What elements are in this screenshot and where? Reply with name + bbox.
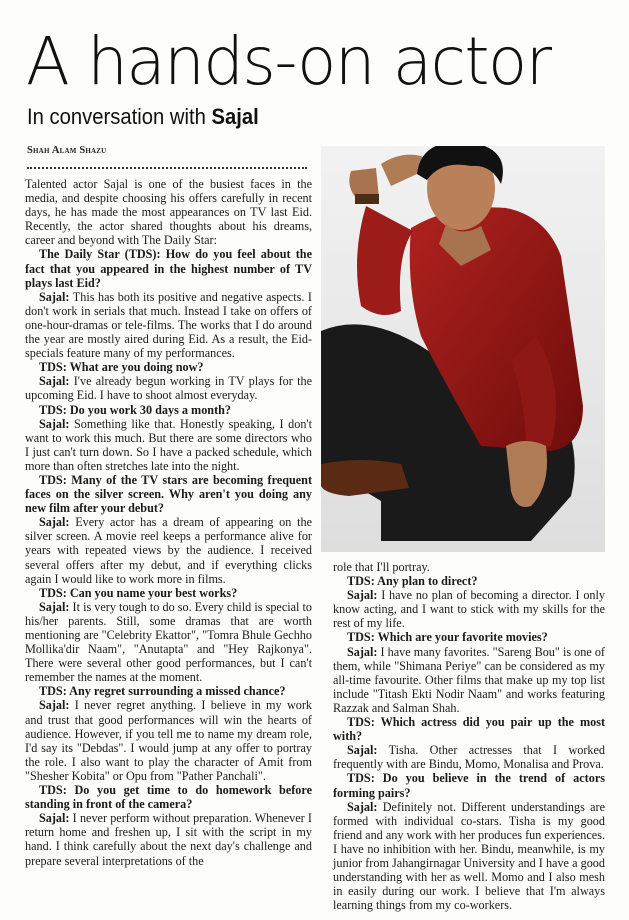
right-qa-list xyxy=(333,574,605,912)
answer-paragraph xyxy=(333,743,605,771)
question-paragraph xyxy=(333,630,605,644)
subtitle-prefix: In conversation with xyxy=(27,104,212,129)
question-text: How do you feel about the fact that you appeared in the highest number of TV plays last Eid? xyxy=(25,247,312,290)
speaker-label: Sajal: xyxy=(39,698,70,713)
intro-paragraph: Talented actor Sajal is one of the busiest faces in the media, and despite choosing his offers carefully in recent days, he has made the most appearances on TV last Eid. Recently, the actor shared thoughts about his dreams, career and beyond with The Daily Star: xyxy=(25,177,312,248)
byline: Shah Alam Shazu xyxy=(27,145,107,156)
speaker-label: TDS: xyxy=(39,402,67,417)
question-text: Which actress did you pair up the most with? xyxy=(333,715,605,744)
speaker-label: TDS: xyxy=(39,585,67,600)
question-text: Any plan to direct? xyxy=(374,574,478,589)
speaker-label: TDS: xyxy=(39,783,67,798)
answer-text: I have many favorites. "Sareng Bou" is one of them, while "Shimana Periye" can be considered as my all-time favourite. Other films that make up my top list include "Titash Ekti Nodir Naam" and works featuring Razzak and Salman Shah. xyxy=(333,644,605,715)
speaker-label: TDS: xyxy=(347,574,375,589)
speaker-label: Sajal: xyxy=(39,374,70,389)
question-paragraph xyxy=(25,403,312,417)
question-paragraph xyxy=(25,473,312,515)
left-qa-list xyxy=(25,247,312,867)
question-text: What are you doing now? xyxy=(66,360,204,375)
wrist-watch xyxy=(355,194,379,204)
answer-paragraph xyxy=(25,600,312,685)
speaker-label: TDS: xyxy=(347,771,375,786)
answer-paragraph xyxy=(25,515,312,585)
answer-paragraph xyxy=(25,417,312,473)
answer-paragraph xyxy=(333,645,605,715)
speaker-label: Sajal: xyxy=(39,416,70,431)
answer-text: Definitely not. Different understandings are formed with individual co-stars. Tisha is my good friend and any work with her produces fun experiences. I have no inhibition with her. Bindu, meanwhile, is my junior from Jahangirnagar University and I have a good understanding with her as well. Momo and I also mesh in easily during our work. I believe that I'm always learning things from my co-workers. xyxy=(333,799,605,913)
question-text: Do you believe in the trend of actors forming pairs? xyxy=(333,771,605,800)
speaker-label: TDS: xyxy=(39,472,67,487)
answer-paragraph xyxy=(25,811,312,867)
forearm xyxy=(349,168,379,198)
speaker-label: Sajal: xyxy=(347,743,378,758)
speaker-label: Sajal: xyxy=(39,289,70,304)
article-left-column xyxy=(25,177,312,868)
answer-paragraph xyxy=(25,698,312,783)
answer-text: Something like that. Honestly speaking, I don't want to work this much. But there are some directors who I just can't turn down. So I have a packed schedule, which more than often stretches late into the night. xyxy=(25,416,312,473)
speaker-label: Sajal: xyxy=(39,515,70,530)
question-paragraph xyxy=(333,715,605,743)
question-text: Do you work 30 days a month? xyxy=(66,402,231,417)
speaker-label: TDS: xyxy=(347,715,375,730)
question-text: Can you name your best works? xyxy=(66,585,238,600)
answer-paragraph xyxy=(25,290,312,360)
speaker-label: Sajal: xyxy=(39,599,70,614)
question-paragraph xyxy=(25,360,312,374)
article-right-column xyxy=(333,560,605,912)
speaker-label: Sajal: xyxy=(347,799,378,814)
speaker-label: Sajal: xyxy=(347,588,378,603)
question-paragraph xyxy=(25,586,312,600)
question-paragraph xyxy=(333,771,605,799)
question-text: Which are your favorite movies? xyxy=(374,630,548,645)
answer-text: I never regret anything. I believe in my work and trust that good performances will win the hearts of audience. However, if you tell me to name my dream role, I'd say its "Debdas". I would jump at any offer to portray the role. I also want to play the character of Amit from "Shesher Kobita" or Opu from "Pather Panchali". xyxy=(25,698,312,783)
speaker-label: Sajal: xyxy=(347,644,378,659)
answer-paragraph xyxy=(333,588,605,630)
speaker-label: TDS: xyxy=(39,360,67,375)
question-text: Any regret surrounding a missed chance? xyxy=(66,684,286,699)
question-text: Many of the TV stars are becoming frequent faces on the silver screen. Why aren't you doing any new film after your debut? xyxy=(25,472,312,516)
actor-photo xyxy=(321,146,605,552)
continuation-text: role that I'll portray. xyxy=(333,560,430,574)
answer-paragraph xyxy=(333,800,605,913)
subtitle-name: Sajal xyxy=(211,104,259,129)
answer-text: I have no plan of becoming a director. I only know acting, and I want to stick with my skills for the rest of my life. xyxy=(333,588,605,631)
speaker-label: The Daily Star (TDS): xyxy=(39,247,161,262)
question-paragraph xyxy=(25,684,312,698)
answer-paragraph xyxy=(25,374,312,402)
question-paragraph xyxy=(25,247,312,289)
subtitle xyxy=(27,104,259,130)
speaker-label: Sajal: xyxy=(39,811,70,826)
question-text: Do you get time to do homework before standing in front of the camera? xyxy=(25,783,312,812)
dotted-divider xyxy=(27,167,307,169)
answer-text: I never perform without preparation. Whenever I return home and freshen up, I sit with the script in my hand. I think carefully about the next day's challenge and prepare several interpretations of the xyxy=(25,811,312,868)
answer-text: Every actor has a dream of appearing on the silver screen. A movie reel keeps a performance alive for years with repeated views by the audience. I received several offers after my debut, and if everything clicks again I would like to work more in films. xyxy=(25,515,312,586)
answer-text: This has both its positive and negative aspects. I don't work in serials that much. Instead I take on offers of one-hour-dramas or tele-films. The works that I do around the year are mostly aired during Eid. As a result, the Eid-specials feature many of my performances. xyxy=(25,289,312,361)
speaker-label: TDS: xyxy=(347,630,375,645)
speaker-label: TDS: xyxy=(39,684,67,699)
answer-text: It is very tough to do so. Every child is special to his/her parents. Still, some dramas that are worth mentioning are "Celebrity Ekattor", "Tomra Bhule Gechho Mollika'dir Naam", "Anutapta" and "Hey Rajkonya". There were several other good performances, but I can't remember the names at the moment. xyxy=(25,599,312,685)
answer-text: I've already begun working in TV plays for the upcoming Eid. I have to shoot almost everyday. xyxy=(25,374,312,403)
answer-text: Tisha. Other actresses that I worked frequently with are Bindu, Momo, Monalisa and Prova. xyxy=(333,743,605,772)
question-paragraph xyxy=(333,574,605,588)
question-paragraph xyxy=(25,783,312,811)
headline: A hands-on actor xyxy=(26,23,551,100)
